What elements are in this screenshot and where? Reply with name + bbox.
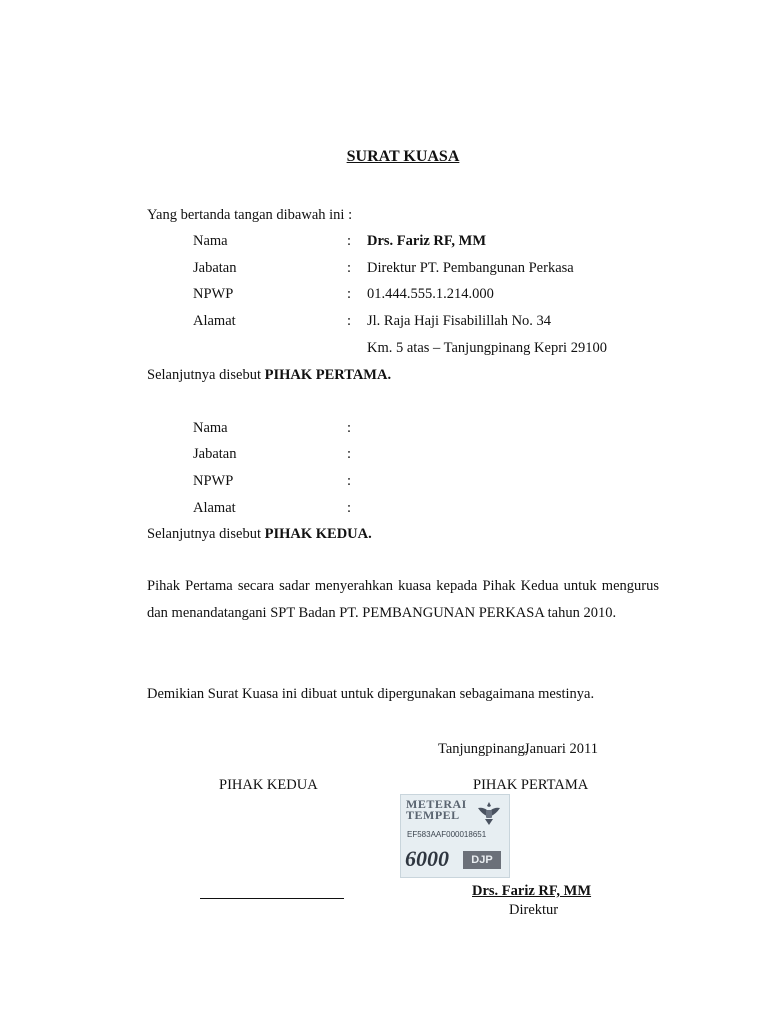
party1-npwp-value: 01.444.555.1.214.000	[367, 286, 494, 302]
stamp-code: EF583AAF000018651	[407, 830, 487, 839]
date-text: Januari 2011	[524, 741, 598, 757]
designation-prefix: Selanjutnya disebut	[147, 367, 265, 383]
party2-npwp-colon: :	[347, 473, 352, 489]
stamp-value: 6000	[405, 846, 449, 871]
party2-position-label: Jabatan	[193, 446, 237, 462]
meterai-stamp	[400, 794, 510, 878]
party2-name-label: Nama	[193, 420, 228, 436]
party1-address-value: Jl. Raja Haji Fisabilillah No. 34	[367, 313, 552, 329]
intro-text: Yang bertanda tangan dibawah ini :	[147, 207, 353, 223]
party2-name-colon: :	[347, 420, 352, 436]
party1-name-label: Nama	[193, 233, 228, 249]
party1-position-colon: :	[347, 260, 352, 276]
signature-left-label: PIHAK KEDUA	[219, 777, 318, 793]
signatory-title: Direktur	[509, 902, 559, 918]
stamp-line2: TEMPEL	[406, 808, 460, 822]
party1-address-colon: :	[347, 313, 352, 329]
stamp-badge: DJP	[463, 851, 501, 869]
designation-name: PIHAK KEDUA.	[264, 526, 372, 542]
party1-name-colon: :	[347, 233, 352, 249]
body-paragraph: Pihak Pertama secara sadar menyerahkan kuasa kepada Pihak Kedua untuk mengurus dan menandatangani SPT Badan PT. PEMBANGUNAN PERKASA tahun 2010.	[147, 578, 659, 621]
party2-position-colon: :	[347, 446, 352, 462]
party2-address-colon: :	[347, 500, 352, 516]
designation-name: PIHAK PERTAMA.	[264, 367, 392, 383]
party2-designation	[147, 525, 372, 543]
closing-text: Demikian Surat Kuasa ini dibuat untuk dipergunakan sebagaimana mestinya.	[147, 686, 595, 702]
party1-address-label: Alamat	[193, 313, 236, 329]
signature-line-left	[200, 898, 344, 899]
party1-name-value: Drs. Fariz RF, MM	[367, 233, 487, 249]
party2-npwp-label: NPWP	[193, 473, 234, 489]
party1-address-line2: Km. 5 atas – Tanjungpinang Kepri 29100	[367, 340, 607, 356]
designation-prefix: Selanjutnya disebut	[147, 526, 265, 542]
party2-address-label: Alamat	[193, 500, 236, 516]
garuda-emblem-icon	[475, 799, 503, 827]
party1-position-label: Jabatan	[193, 260, 237, 276]
party1-designation	[147, 366, 391, 384]
signatory-name: Drs. Fariz RF, MM	[472, 883, 592, 899]
document-title: SURAT KUASA	[346, 148, 460, 165]
party1-npwp-label: NPWP	[193, 286, 234, 302]
party1-npwp-colon: :	[347, 286, 352, 302]
signature-right-label: PIHAK PERTAMA	[473, 777, 589, 793]
party1-position-value: Direktur PT. Pembangunan Perkasa	[367, 260, 574, 276]
stamp-line1: METERAI	[406, 797, 467, 811]
place-text: Tanjungpinang,	[438, 741, 529, 757]
